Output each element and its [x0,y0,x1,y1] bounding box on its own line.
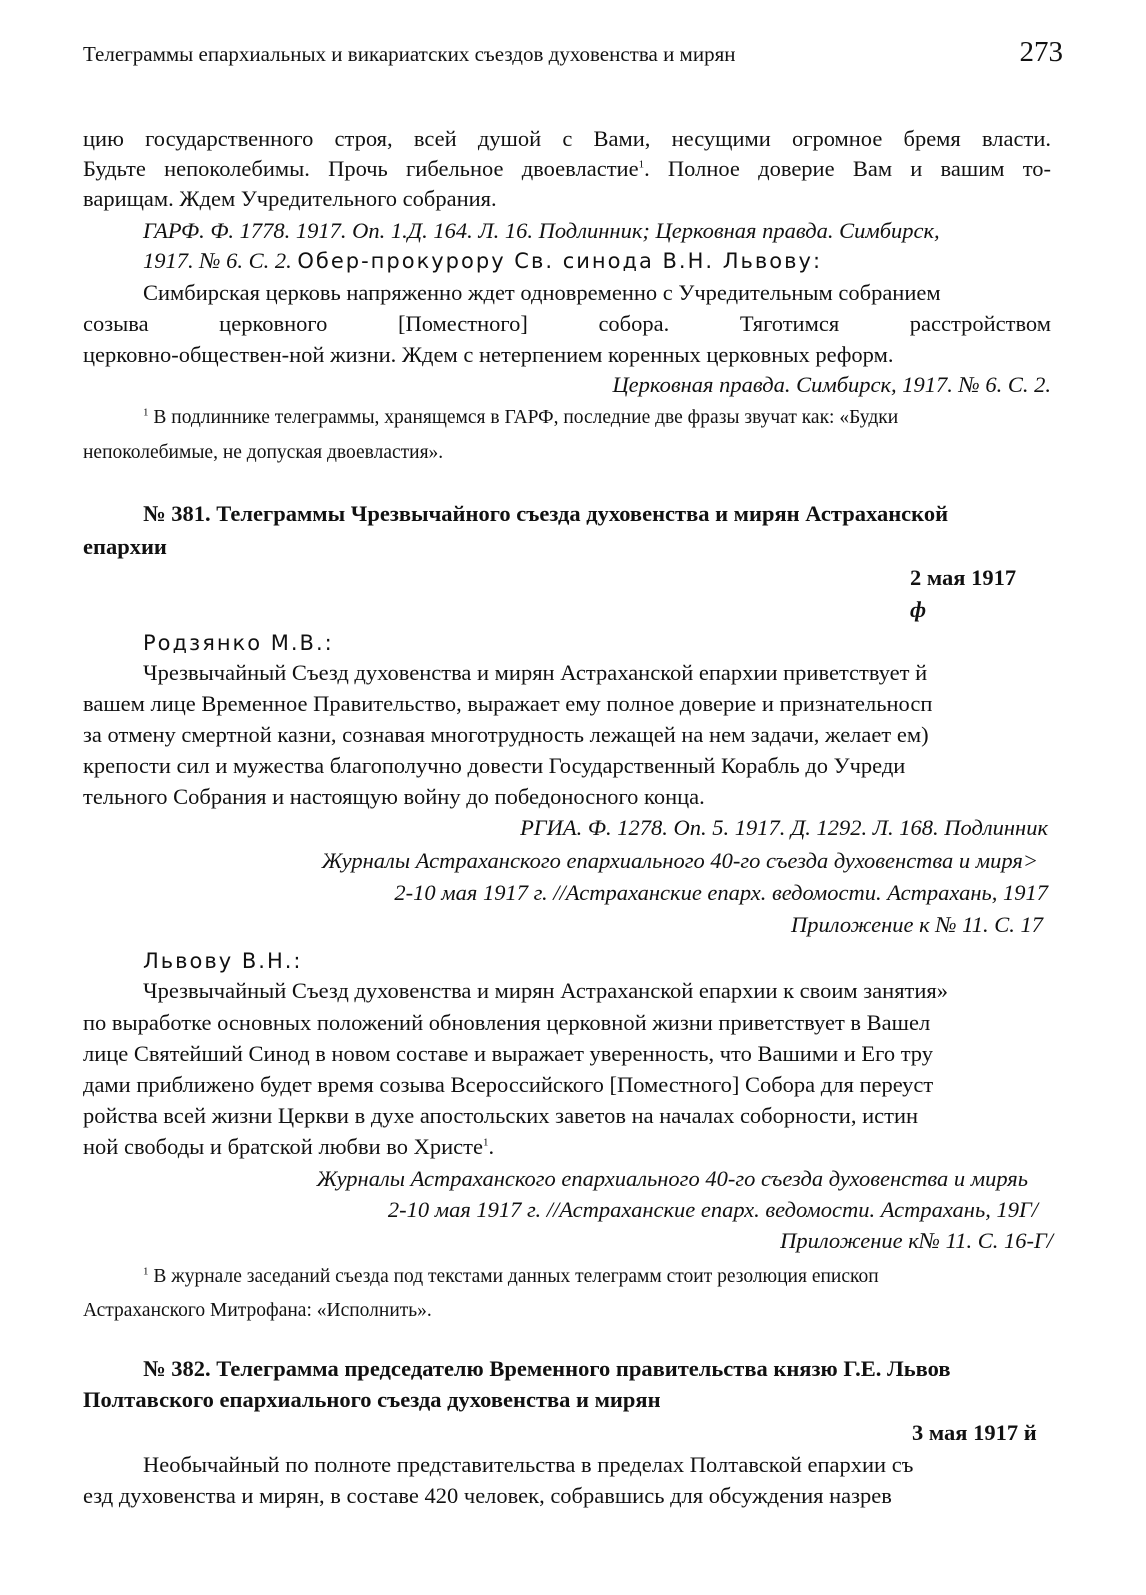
document-date: 2 мая 1917 [910,565,1017,590]
body-line: за отмену смертной казни, сознавая многотрудность лежащей на нем задачи, желает ем) [83,722,929,747]
footnote: Астраханского Митрофана: «Исполнить». [83,1300,432,1321]
body-line: езд духовенства и мирян, в составе 420 человек, собравшись для обсуждения назрев [83,1483,892,1508]
body-line: крепости сил и мужества благополучно довести Государственный Корабль до Учреди [83,753,906,778]
footnote: $^1$ В подлиннике телеграммы, хранящемся в ГАРФ, последние две фразы звучат как: «Будки [143,406,899,428]
document-mark: ф [910,597,927,622]
addressee: Львову В.Н.: [143,949,303,973]
source-citation: Журналы Астраханского епархиального 40-го съезда духовенства и миря> [321,848,1038,873]
body-line: цию государственного строя, всей душой с Вами, несущими огромное бремя власти. [83,126,1051,151]
source-citation: Приложение к № 11. С. 17 [791,912,1043,937]
body-line: Будьте непоколебимы. Прочь гибельное двоевластие$^1$. Полное доверие Вам и вашим то- [83,156,1051,181]
body-line: Необычайный по полноте представительства в пределах Полтавской епархии съ [143,1452,914,1477]
addressee: Обер-прокурору Св. синода В.Н. Львову: [297,249,823,273]
source-citation: 2-10 мая 1917 г. //Астраханские епарх. ведомости. Астрахань, 19Г/ [387,1197,1038,1222]
footnote: $^1$ В журнале заседаний съезда под текстами данных телеграмм стоит резолюция епископ [143,1265,879,1287]
document-date: 3 мая 1917 й [912,1420,1037,1445]
body-line: ройства всей жизни Церкви в духе апостольских заветов на началах соборности, истин [83,1103,919,1128]
running-header [83,36,1063,76]
source-citation: Приложение к№ 11. С. 16-Г/ [780,1228,1053,1253]
body-line: тельного Собрания и настоящую войну до победоносного конца. [83,784,705,809]
source-citation: РГИА. Ф. 1278. Оп. 5. 1917. Д. 1292. Л. 168. Подлинник [520,815,1048,840]
page-number: 273 [1019,36,1063,68]
source-citation: 2-10 мая 1917 г. //Астраханские епарх. ведомости. Астрахань, 1917 [394,880,1048,905]
body-line: по выработке основных положений обновления церковной жизни приветствует в Вашел [83,1010,931,1035]
document-title: епархии [83,534,167,559]
body-line: дами приближено будет время созыва Всероссийского [Поместного] Собора для переуст [83,1072,934,1097]
body-line: церковно-обществен-ной жизни. Ждем с нетерпением коренных церковных реформ. [83,342,894,367]
document-title: № 382. Телеграмма председателю Временного правительства князю Г.Е. Львов [143,1356,951,1381]
body-line: Чрезвычайный Съезд духовенства и мирян Астраханской епархии к своим занятия» [143,978,949,1003]
body-line: лице Святейший Синод в новом составе и выражает уверенность, что Вашими и Его тру [83,1041,934,1066]
body-line: Симбирская церковь напряженно ждет одновременно с Учредительным собранием [143,280,941,305]
source-citation: Журналы Астраханского епархиального 40-го съезда духовенства и миряь [316,1166,1028,1191]
footnote: непоколебимые, не допуская двоевластия». [83,442,444,463]
body-line: вашем лице Временное Правительство, выражает ему полное доверие и признательносп [83,691,933,716]
source-citation: ГАРФ. Ф. 1778. 1917. Оп. 1.Д. 164. Л. 16. Подлинник; Церковная правда. Симбирск, [143,218,940,243]
source-citation: Церковная правда. Симбирск, 1917. № 6. С. 2. [612,372,1051,397]
body-line: Чрезвычайный Съезд духовенства и мирян Астраханской епархии приветствует й [143,660,928,685]
running-title: Телеграммы епархиальных и викариатских съездов духовенства и мирян [83,42,736,66]
body-line: варищам. Ждем Учредительного собрания. [83,186,497,211]
source-citation: 1917. № 6. С. 2. Обер-прокурору Св. синода В.Н. Львову: [143,248,823,273]
body-line: созыва церковного [Поместного] собора. Тяготимся расстройством [83,311,1051,336]
footnote-ref: 1 [638,158,645,171]
document-title: Полтавского епархиального съезда духовенства и мирян [83,1387,661,1412]
addressee: Родзянко М.В.: [143,631,334,655]
footnote-ref: 1 [482,1136,489,1149]
document-title: № 381. Телеграммы Чрезвычайного съезда духовенства и мирян Астраханской [143,501,949,526]
body-line: ной свободы и братской любви во Христе$^1$. [83,1134,495,1159]
